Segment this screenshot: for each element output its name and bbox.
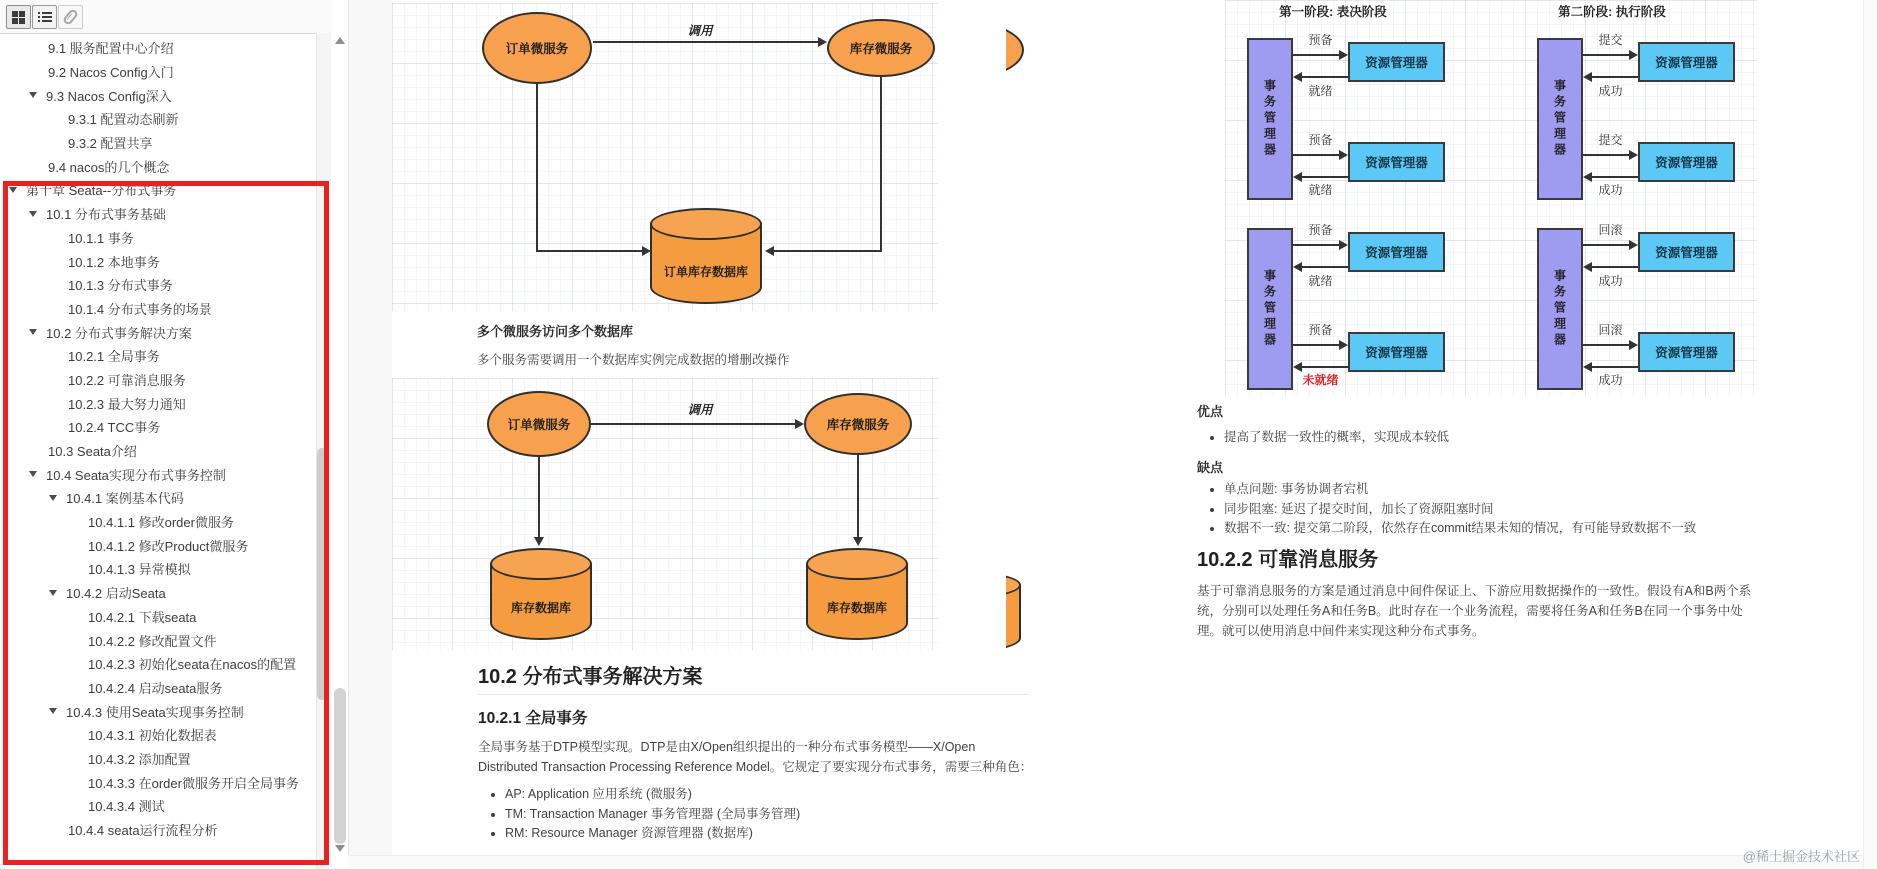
toc-item[interactable] [0,202,314,226]
arrow [1583,344,1630,346]
arrow-label: 成功 [1598,274,1623,288]
toc-item-label: 10.4.1 案例基本代码 [66,491,184,507]
toc-item[interactable] [0,36,314,60]
arrow-label: 成功 [1598,84,1623,98]
arrowhead-icon [1583,262,1592,272]
stock-database-left [490,548,592,640]
collapse-arrow-icon[interactable] [29,92,37,98]
arrowhead-icon [795,419,804,429]
arrowhead-icon [1629,340,1638,350]
list-item: • 数据不一致: 提交第二阶段，依然存在commit结果未知的情况，有可能导致数据不一致 [1224,521,1784,536]
arrowhead-icon [765,246,774,256]
arrow [1302,76,1348,78]
arrow [1302,266,1348,268]
database-label: 库存数据库 [826,601,887,615]
connector [538,457,540,537]
resource-manager-box: 资源管理器 [1348,332,1445,372]
grid-view-button[interactable] [6,5,31,29]
stock-microservice-node [804,393,912,455]
toc-item[interactable] [0,605,314,629]
arrowhead-icon [1339,50,1348,60]
toc-item[interactable] [0,676,314,700]
toc-list [0,36,314,860]
resource-manager-box: 资源管理器 [1638,232,1735,272]
connector [536,250,642,252]
scroll-down-button[interactable] [335,845,345,852]
toc-item-label: 10.2.2 可靠消息服务 [68,372,186,388]
toc-item[interactable] [0,794,314,818]
arrowhead-icon [853,537,863,546]
arrowhead-icon [1629,240,1638,250]
arrowhead-icon [1583,72,1592,82]
database-label: 库存数据库 [510,601,571,615]
paperclip-icon [62,8,79,26]
toc-item-label: 10.1.1 事务 [68,230,134,246]
node-label: 库存微服务 [849,42,913,56]
arrow-label-not-ready: 未就绪 [1302,373,1339,387]
order-stock-database [650,208,762,304]
toc-item-label: 10.2.1 全局事务 [68,349,160,365]
call-arrow [593,41,818,43]
phase2-title: 第二阶段: 执行阶段 [1558,5,1666,19]
attachment-button[interactable] [58,5,83,29]
toc-item[interactable] [0,60,314,84]
pros-title: 优点 [1197,404,1224,419]
arrow [1583,244,1630,246]
toc-item[interactable] [0,83,314,107]
toc-item[interactable] [0,462,314,486]
paragraph-bold: 多个微服务访问多个数据库 [477,324,634,339]
pros-list [1209,430,1784,450]
arrow-label: 就绪 [1308,274,1333,288]
arrowhead-icon [1629,50,1638,60]
outline-view-button[interactable] [32,5,57,29]
list-item: • 提高了数据一致性的概率，实现成本较低 [1224,430,1784,445]
arrow [1592,266,1638,268]
list-item: • TM: Transaction Manager 事务管理器 (全局事务管理) [505,807,1045,822]
section-heading-10-2: 10.2 分布式事务解决方案 [478,666,703,688]
toc-item-label: 10.4.3.2 添加配置 [88,751,191,767]
transaction-manager-box [1537,38,1583,200]
order-microservice-node [487,391,591,457]
toc-item[interactable] [0,581,314,605]
database-label: 订单库存数据库 [663,265,748,279]
toc-item-label: 10.2 分布式事务解决方案 [46,325,192,341]
toc-item[interactable] [0,747,314,771]
toc-item[interactable] [0,249,314,273]
toc-item-label: 10.4.2.1 下载seata [88,609,197,625]
arrow [1293,154,1340,156]
toc-item[interactable] [0,439,314,463]
toc-item-label: 10.4.3.4 测试 [88,799,165,815]
arrowhead-icon [1339,240,1348,250]
arrow-label: 预备 [1308,33,1333,47]
arrowhead-icon [1339,340,1348,350]
paragraph: 基于可靠消息服务的方案是通过消息中间件保证上、下游应用数据操作的一致性。假设有A和B两个系统，分别可以处理任务A和任务B。此时存在一个业务流程，需要将任务A和任务B在同一个事务中处理。就可以使用消息中间件来实现这种分布式事务。 [1197,584,1752,638]
paragraph: 多个服务需要调用一个数据库实例完成数据的增删改操作 [477,353,790,367]
toc-item-label: 10.4.1.3 异常模拟 [88,562,191,578]
collapse-arrow-icon[interactable] [29,329,37,335]
list-item: • AP: Application 应用系统 (微服务) [505,787,1045,802]
toc-item-label: 10.4 Seata实现分布式事务控制 [46,467,226,483]
toc-item[interactable] [0,226,314,250]
toc-item[interactable] [0,320,314,344]
collapse-arrow-icon[interactable] [49,708,57,714]
toc-item-label: 10.4.2.4 启动seata服务 [88,680,223,696]
call-arrow-label: 调用 [687,24,713,38]
toc-item[interactable] [0,770,314,794]
arrow-label: 预备 [1308,323,1333,337]
toc-item-label: 9.3 Nacos Config深入 [46,88,172,104]
arrowhead-icon [818,37,827,47]
toc-item[interactable] [0,415,314,439]
toc-item-label: 9.3.1 配置动态刷新 [68,112,179,128]
toc-item-label: 10.4.3 使用Seata实现事务控制 [66,704,244,720]
connector [880,77,882,252]
phase1-title: 第一阶段: 表决阶段 [1279,5,1387,19]
toc-item-label: 10.4.2.2 修改配置文件 [88,633,217,649]
transaction-manager-box [1537,228,1583,390]
toc-item[interactable] [0,628,314,652]
arrowhead-icon [1629,150,1638,160]
two-phase-commit-diagram [1225,0,1757,396]
arrow-label: 成功 [1598,183,1623,197]
page-gutter [349,0,392,855]
scroll-up-button[interactable] [335,37,345,44]
arrow-label: 预备 [1308,223,1333,237]
toc-item[interactable] [0,723,314,747]
order-microservice-node [482,12,592,84]
arrow-label: 提交 [1598,133,1623,147]
list-icon [38,11,52,23]
arrow-label: 成功 [1598,373,1623,387]
heading-rule [478,694,1030,695]
resource-manager-box: 资源管理器 [1638,142,1735,182]
toc-item[interactable] [0,154,314,178]
arrow-label: 预备 [1308,133,1333,147]
stock-database-right [806,548,908,640]
arrow [1592,176,1638,178]
toc-item-label: 10.4.2 启动Seata [66,586,166,602]
arrow [1293,244,1340,246]
connector [857,455,859,537]
clipped-cylinder-fragment [1006,572,1023,652]
role-list [490,787,1045,846]
arrow [1293,54,1340,56]
collapse-arrow-icon[interactable] [29,471,37,477]
toc-item-label: 10.2.3 最大努力通知 [68,396,186,412]
call-arrow-label: 调用 [687,403,713,417]
arrow-label: 回滚 [1598,223,1623,237]
toc-item-label: 10.1.2 本地事务 [68,254,160,270]
toc-item-label: 10.2.4 TCC事务 [68,420,161,436]
toc-item-label: 10.1.3 分布式事务 [68,278,173,294]
node-label: 订单微服务 [505,42,569,56]
sidebar-toolbar [0,0,331,34]
list-item: • 单点问题: 事务协调者宕机 [1224,482,1784,497]
collapse-arrow-icon[interactable] [29,211,37,217]
toc-item[interactable] [0,533,314,557]
list-item: • 同步阻塞: 延迟了提交时间，加长了资源阻塞时间 [1224,502,1784,517]
resource-manager-box: 资源管理器 [1638,42,1735,82]
toc-item-label: 10.4.1.2 修改Product微服务 [88,538,249,554]
collapse-arrow-icon[interactable] [49,590,57,596]
arrowhead-icon [534,537,544,546]
node-label: 库存微服务 [826,418,890,432]
toc-item[interactable] [0,178,314,202]
transaction-manager-box [1247,228,1293,390]
resource-manager-box: 资源管理器 [1348,142,1445,182]
clipped-ellipse-fragment [1006,22,1025,78]
toc-item-label: 第十章 Seata--分布式事务 [26,183,177,199]
tm-label: 事务管理器 [1262,269,1277,349]
cons-list [1209,482,1784,541]
arrow-label: 回滚 [1598,323,1623,337]
resource-manager-box: 资源管理器 [1348,42,1445,82]
toc-item[interactable] [0,818,314,842]
toc-item-label: 9.4 nacos的几个概念 [48,159,170,175]
toc-item-label: 9.3.2 配置共享 [68,136,153,152]
phase1-vote-failure [1247,223,1445,390]
arrow-label: 就绪 [1308,84,1333,98]
tm-label: 事务管理器 [1262,79,1277,159]
sidebar-scrollbar-thumb[interactable] [317,448,328,700]
toc-item-label: 10.4.3.3 在order微服务开启全局事务 [88,775,299,791]
phase2-rollback [1537,223,1735,390]
arrow [1592,366,1638,368]
toc-item[interactable] [0,557,314,581]
tm-label: 事务管理器 [1552,79,1567,159]
toc-item-label: 10.3 Seata介绍 [48,444,137,460]
toc-item-label: 10.1 分布式事务基础 [46,207,166,223]
toc-item[interactable] [0,344,314,368]
window-scrollbar-track[interactable] [1863,0,1877,869]
toc-item-label: 10.4.4 seata运行流程分析 [68,823,218,839]
arrow [1592,76,1638,78]
connector [774,250,880,252]
toc-item-label: 10.4.3.1 初始化数据表 [88,728,217,744]
toc-item[interactable] [0,652,314,676]
connector [536,84,538,252]
cons-title: 缺点 [1197,460,1224,475]
collapse-arrow-icon[interactable] [49,495,57,501]
toc-item-label: 10.1.4 分布式事务的场景 [68,301,212,317]
section-heading-10-2-1: 10.2.1 全局事务 [478,710,588,727]
toc-item[interactable] [0,368,314,392]
transaction-manager-box [1247,38,1293,200]
resource-manager-box: 资源管理器 [1348,232,1445,272]
toc-item-label: 10.4.1.1 修改order微服务 [88,515,234,531]
phase2-commit [1537,33,1735,200]
toc-item[interactable] [0,273,314,297]
arrow-label: 提交 [1598,33,1623,47]
arrow [1302,366,1348,368]
arrow [1583,154,1630,156]
toc-item[interactable] [0,297,314,321]
grid-icon [12,11,25,24]
arrow [1583,54,1630,56]
arrowhead-icon [1293,72,1302,82]
arrowhead-icon [1339,150,1348,160]
diagram-multi-database [392,378,938,650]
node-label: 订单微服务 [507,418,571,432]
arrow [1302,176,1348,178]
collapse-arrow-icon[interactable] [9,187,17,193]
arrow [1293,344,1340,346]
section-heading-10-2-2: 10.2.2 可靠消息服务 [1197,549,1379,571]
toc-item-label: 9.1 服务配置中心介绍 [48,41,174,57]
toc-item[interactable] [0,699,314,723]
toc-item[interactable] [0,131,314,155]
toc-item[interactable] [0,391,314,415]
phase1-vote-success [1247,33,1445,200]
toc-item-label: 9.2 Nacos Config入门 [48,65,174,81]
arrow-label: 就绪 [1308,183,1333,197]
toc-item[interactable] [0,107,314,131]
diagram-single-database [392,3,938,311]
watermark: @稀土掘金技术社区 [1742,849,1860,864]
doc-scrollbar-thumb[interactable] [334,688,346,844]
resource-manager-box: 资源管理器 [1638,332,1735,372]
toc-item[interactable] [0,486,314,510]
stock-microservice-node [827,19,935,77]
list-item: • RM: Resource Manager 资源管理器 (数据库) [505,826,1045,841]
arrowhead-icon [1293,262,1302,272]
tm-label: 事务管理器 [1552,269,1567,349]
call-arrow [591,423,795,425]
paragraph: 全局事务基于DTP模型实现。DTP是由X/Open组织提出的一种分布式事务模型——X/Open Distributed Transaction Processing Reference Model。它规定了要实现分布式事务，需要三种角色： [478,740,1033,774]
toc-item[interactable] [0,510,314,534]
toc-item-label: 10.4.2.3 初始化seata在nacos的配置 [88,657,297,673]
